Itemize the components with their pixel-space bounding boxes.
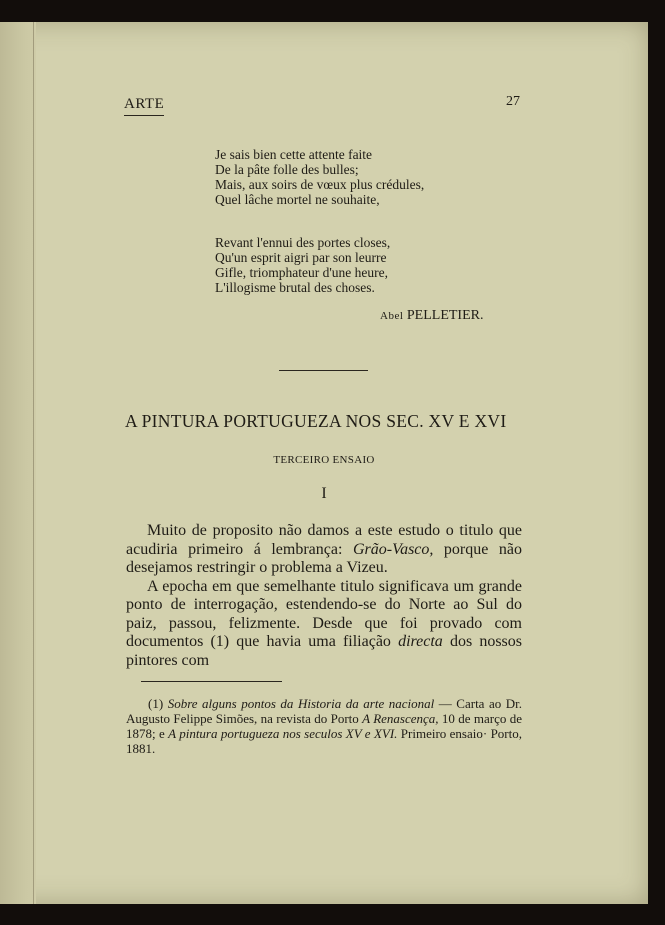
footnote: (1) Sobre alguns pontos da Historia da arte nacional — Carta ao Dr. Augusto Felippe Simões, na revista do Porto A Renascença, 10 de março de 1878; e A pintura portugueza nos seculos XV e XVI. Primeiro ensaio· Porto, 1881. — [126, 696, 522, 756]
section-number: I — [321, 485, 327, 502]
poem-stanza-2 — [215, 235, 390, 295]
poem-line: L'illogisme brutal des choses. — [215, 280, 375, 295]
italic-text: Grão-Vasco, — [352, 540, 434, 558]
italic-text: directa — [398, 633, 443, 650]
page-number: 27 — [506, 94, 520, 109]
footnote-divider — [141, 681, 282, 682]
poem-line: Mais, aux soirs de vœux plus crédules, — [215, 177, 425, 192]
paragraph: A epocha em que semelhante titulo significava um grande ponto de interrogação, estendendo-se do Norte ao Sul do paiz, passou, felizmente. Desde que foi provado com documentos (1) que havia uma filiação directa dos nossos pintores com — [126, 577, 522, 669]
book-page — [0, 22, 648, 904]
poem-stanza-1 — [215, 147, 424, 207]
signature-first-name: Abel — [380, 310, 404, 322]
poem-signature — [380, 308, 484, 324]
poem-line: De la pâte folle des bulles; — [215, 162, 359, 177]
poem-line: Revant l'ennui des portes closes, — [215, 235, 391, 250]
article-subtitle: TERCEIRO ENSAIO — [273, 454, 375, 466]
paragraph: Muito de proposito não damos a este estudo o titulo que acudiria primeiro á lembrança: Grão-Vasco, porque não desejamos restringir o problema a Vizeu. — [126, 522, 522, 576]
article-body — [126, 522, 522, 670]
footnote-marker: (1) — [148, 696, 168, 711]
running-header: ARTE — [124, 96, 164, 116]
poem-line: Qu'un esprit aigri par son leurre — [215, 250, 387, 265]
poem-line: Je sais bien cette attente faite — [215, 147, 373, 162]
poem-line: Quel lâche mortel ne souhaite, — [215, 192, 380, 207]
signature-last-name: PELLETIER. — [406, 308, 484, 323]
article-title: A PINTURA PORTUGUEZA NOS SEC. XV E XVI — [125, 411, 507, 431]
poem-line: Gifle, triomphateur d'une heure, — [215, 265, 388, 280]
section-divider — [279, 370, 368, 371]
